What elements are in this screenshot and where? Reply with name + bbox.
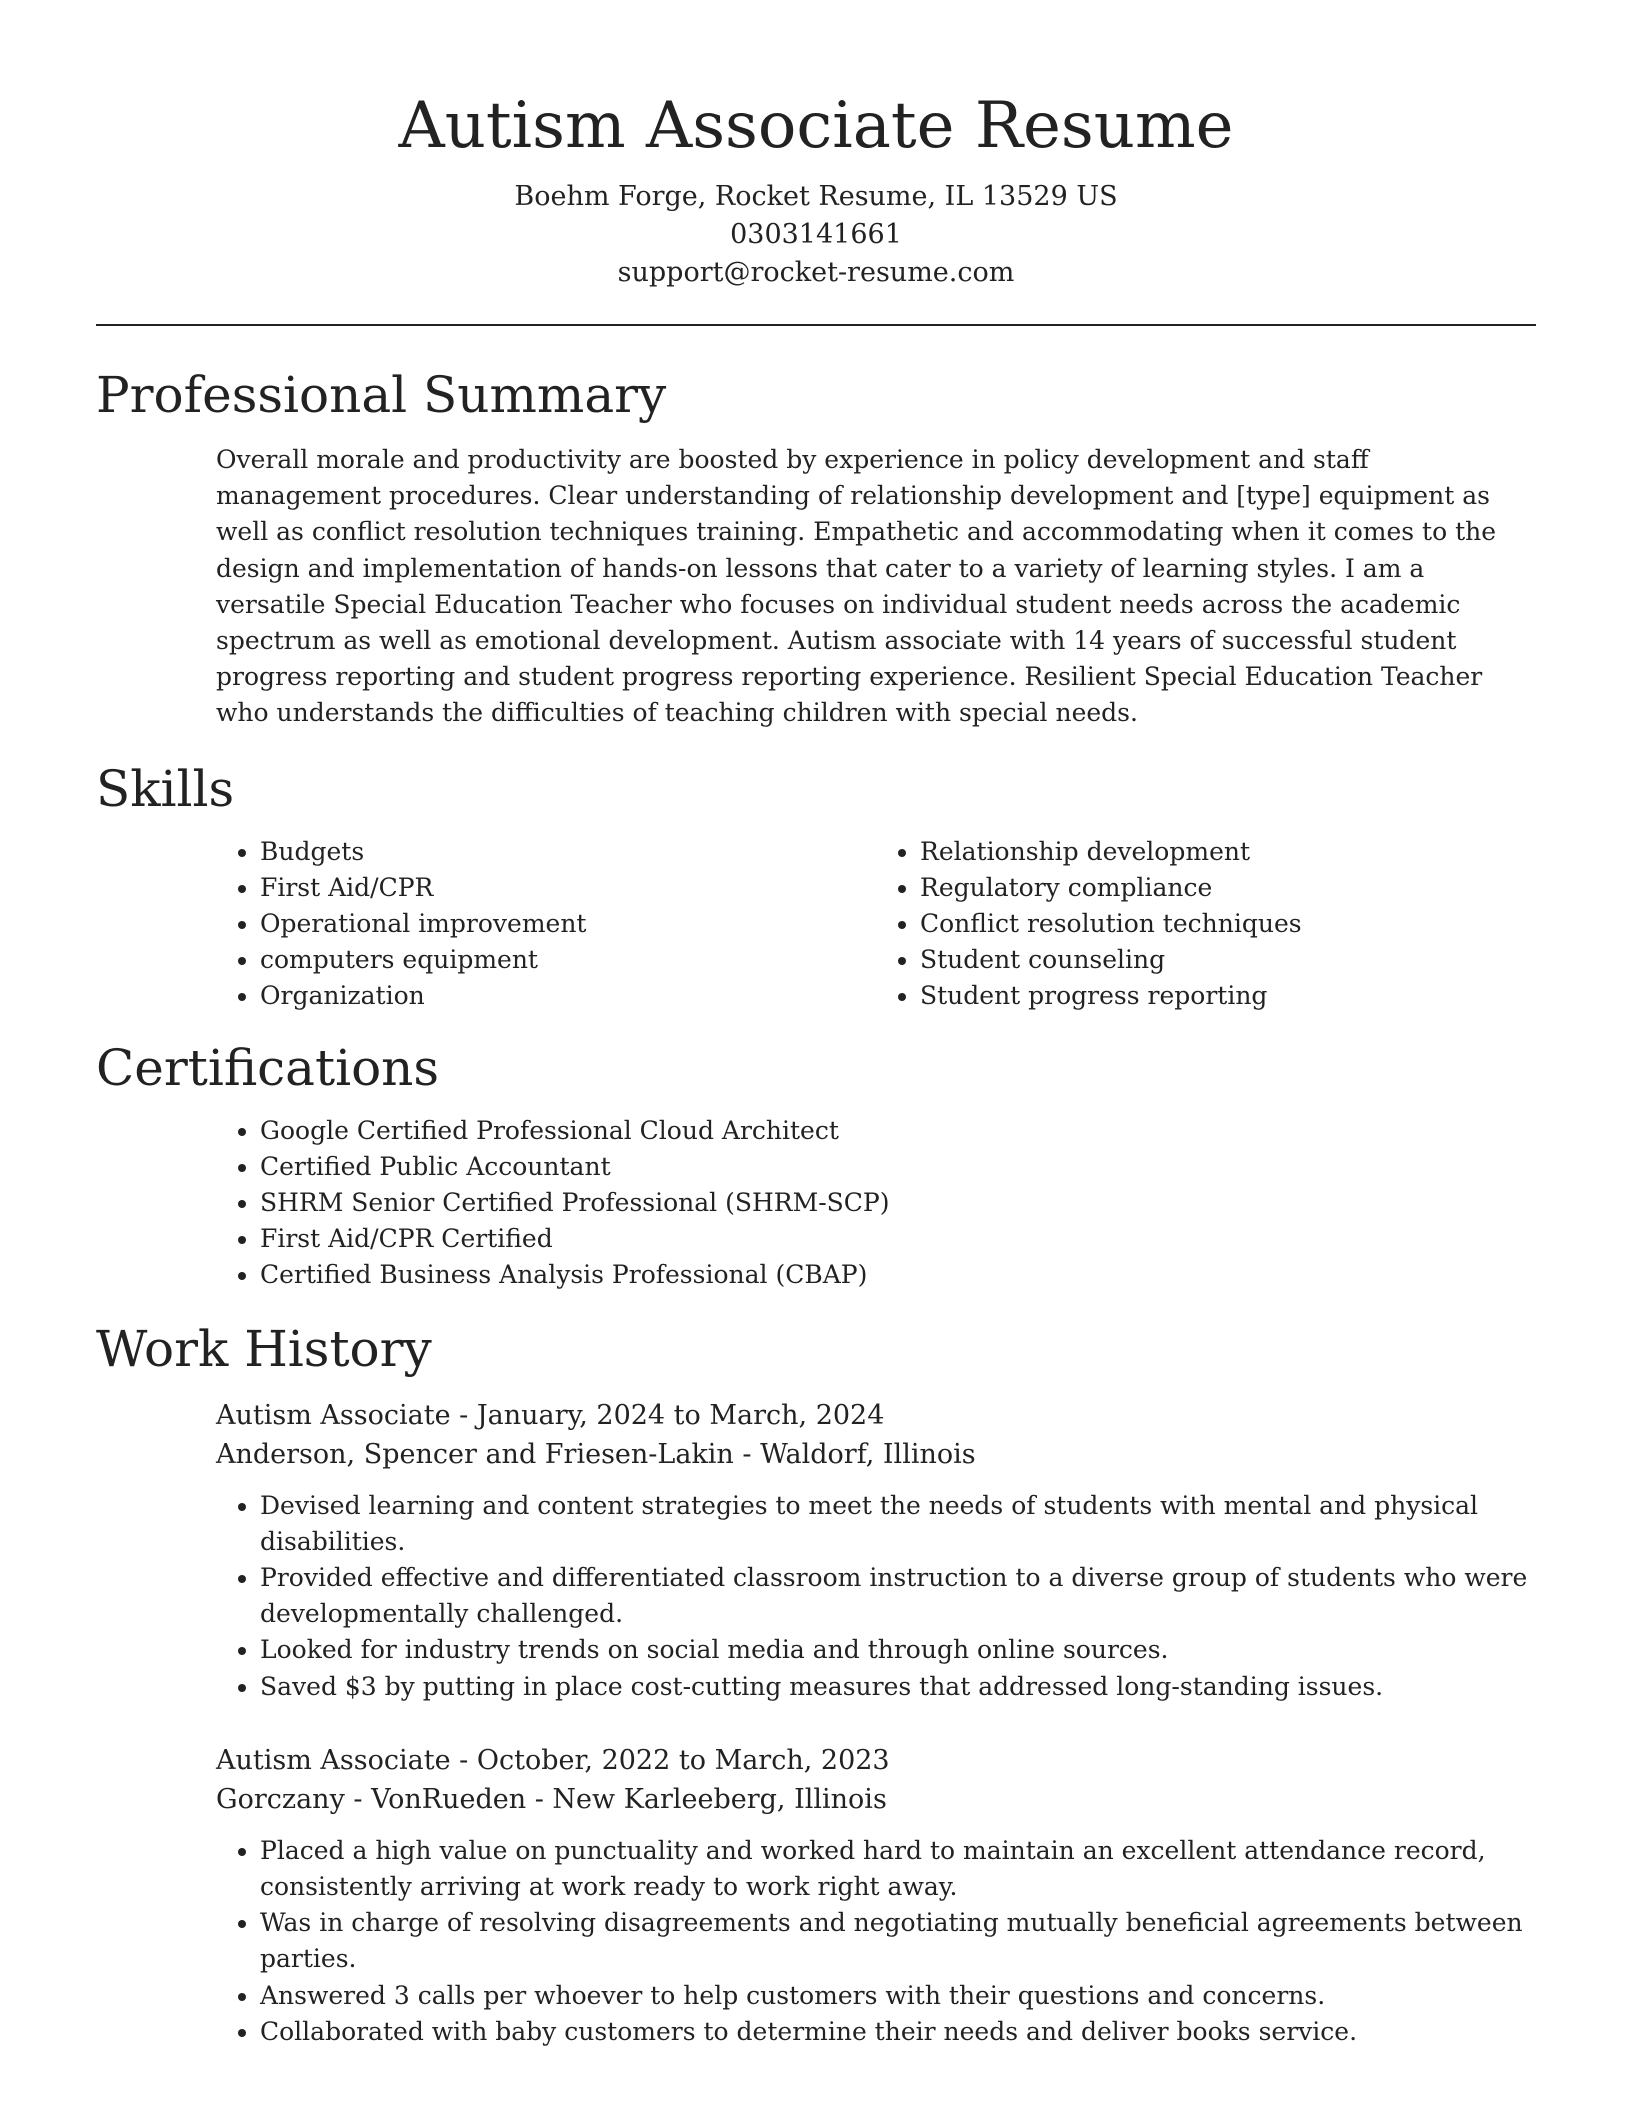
job-title: Autism Associate bbox=[216, 1744, 451, 1776]
skill-item: • Student counseling bbox=[920, 942, 1536, 978]
skills-list-left bbox=[216, 834, 876, 1015]
job-title-line bbox=[216, 1396, 1536, 1435]
job-duty: • Looked for industry trends on social media and through online sources. bbox=[260, 1632, 1536, 1668]
job-location: - New Karleeberg, Illinois bbox=[526, 1783, 887, 1815]
skill-item: • Regulatory compliance bbox=[920, 870, 1536, 906]
certification-item: • SHRM Senior Certified Professional (SHRM-SCP) bbox=[260, 1185, 1536, 1221]
job-duty: • Saved $3 by putting in place cost-cutting measures that addressed long-standing issues. bbox=[260, 1669, 1536, 1705]
job-duty: • Answered 3 calls per whoever to help customers with their questions and concerns. bbox=[260, 1978, 1536, 2014]
contact-email: support@rocket-resume.com bbox=[617, 257, 1015, 288]
skill-item: • Conflict resolution techniques bbox=[920, 906, 1536, 942]
skills-heading: Skills bbox=[96, 759, 235, 818]
skills-columns bbox=[216, 834, 1536, 1015]
job-duty: • Devised learning and content strategies to meet the needs of students with mental and physical disabilities. bbox=[260, 1488, 1536, 1560]
resume-header bbox=[96, 0, 1536, 292]
job-dates: - October, 2022 to March, 2023 bbox=[450, 1744, 890, 1776]
skill-item: • computers equipment bbox=[260, 942, 876, 978]
skill-item: • Budgets bbox=[260, 834, 876, 870]
skill-item: • Student progress reporting bbox=[920, 978, 1536, 1014]
job-entry bbox=[216, 1741, 1536, 2050]
job-entry bbox=[216, 1396, 1536, 1705]
contact-block bbox=[96, 178, 1536, 292]
certifications-heading: Certifications bbox=[96, 1038, 440, 1097]
contact-phone: 0303141661 bbox=[730, 219, 902, 250]
job-duties-list bbox=[216, 1833, 1536, 2050]
resume-title: Autism Associate Resume bbox=[398, 89, 1234, 163]
summary-text: Overall morale and productivity are boosted by experience in policy development and staff management procedures. Clear understanding of relationship development and [type] equipment as well as conflict resolution techniques training. Empathetic and accommodating when it comes to the design and implementation of hands-on lessons that cater to a variety of learning styles. I am a versatile Special Education Teacher who focuses on individual student needs across the academic spectrum as well as emotional development. Autism associate with 14 years of successful student progress reporting and student progress reporting experience. Resilient Special Education Teacher who understands the difficulties of teaching children with special needs. bbox=[216, 445, 1497, 728]
job-company-line bbox=[216, 1780, 1536, 1819]
skill-item: • Relationship development bbox=[920, 834, 1536, 870]
job-duties-list bbox=[216, 1488, 1536, 1705]
certification-item: • Google Certified Professional Cloud Architect bbox=[260, 1113, 1536, 1149]
header-divider bbox=[96, 324, 1536, 326]
work-history-heading: Work History bbox=[96, 1319, 432, 1378]
skills-list-right bbox=[876, 834, 1536, 1015]
job-location: - Waldorf, Illinois bbox=[733, 1438, 976, 1470]
job-duty: • Was in charge of resolving disagreements and negotiating mutually beneficial agreements between parties. bbox=[260, 1905, 1536, 1977]
job-duty: • Collaborated with baby customers to determine their needs and deliver books service. bbox=[260, 2014, 1536, 2050]
skill-item: • Organization bbox=[260, 978, 876, 1014]
job-duty: • Provided effective and differentiated classroom instruction to a diverse group of students who were developmentally challenged. bbox=[260, 1560, 1536, 1632]
summary-heading: Professional Summary bbox=[96, 366, 667, 424]
resume-page bbox=[96, 0, 1536, 2050]
job-company-line bbox=[216, 1435, 1536, 1474]
certification-item: • First Aid/CPR Certified bbox=[260, 1221, 1536, 1257]
job-dates: - January, 2024 to March, 2024 bbox=[450, 1399, 885, 1431]
certifications-list bbox=[216, 1113, 1536, 1294]
certifications-block bbox=[216, 1113, 1536, 1294]
certification-item: • Certified Business Analysis Professional (CBAP) bbox=[260, 1257, 1536, 1293]
contact-address: Boehm Forge, Rocket Resume, IL 13529 US bbox=[514, 181, 1118, 212]
job-title: Autism Associate bbox=[216, 1399, 451, 1431]
job-company: Anderson, Spencer and Friesen-Lakin bbox=[216, 1438, 734, 1470]
certification-item: • Certified Public Accountant bbox=[260, 1149, 1536, 1185]
job-duty: • Placed a high value on punctuality and worked hard to maintain an excellent attendance record, consistently arriving at work ready to work right away. bbox=[260, 1833, 1536, 1905]
job-company: Gorczany - VonRueden bbox=[216, 1783, 527, 1815]
skill-item: • First Aid/CPR bbox=[260, 870, 876, 906]
job-title-line bbox=[216, 1741, 1536, 1780]
skill-item: • Operational improvement bbox=[260, 906, 876, 942]
